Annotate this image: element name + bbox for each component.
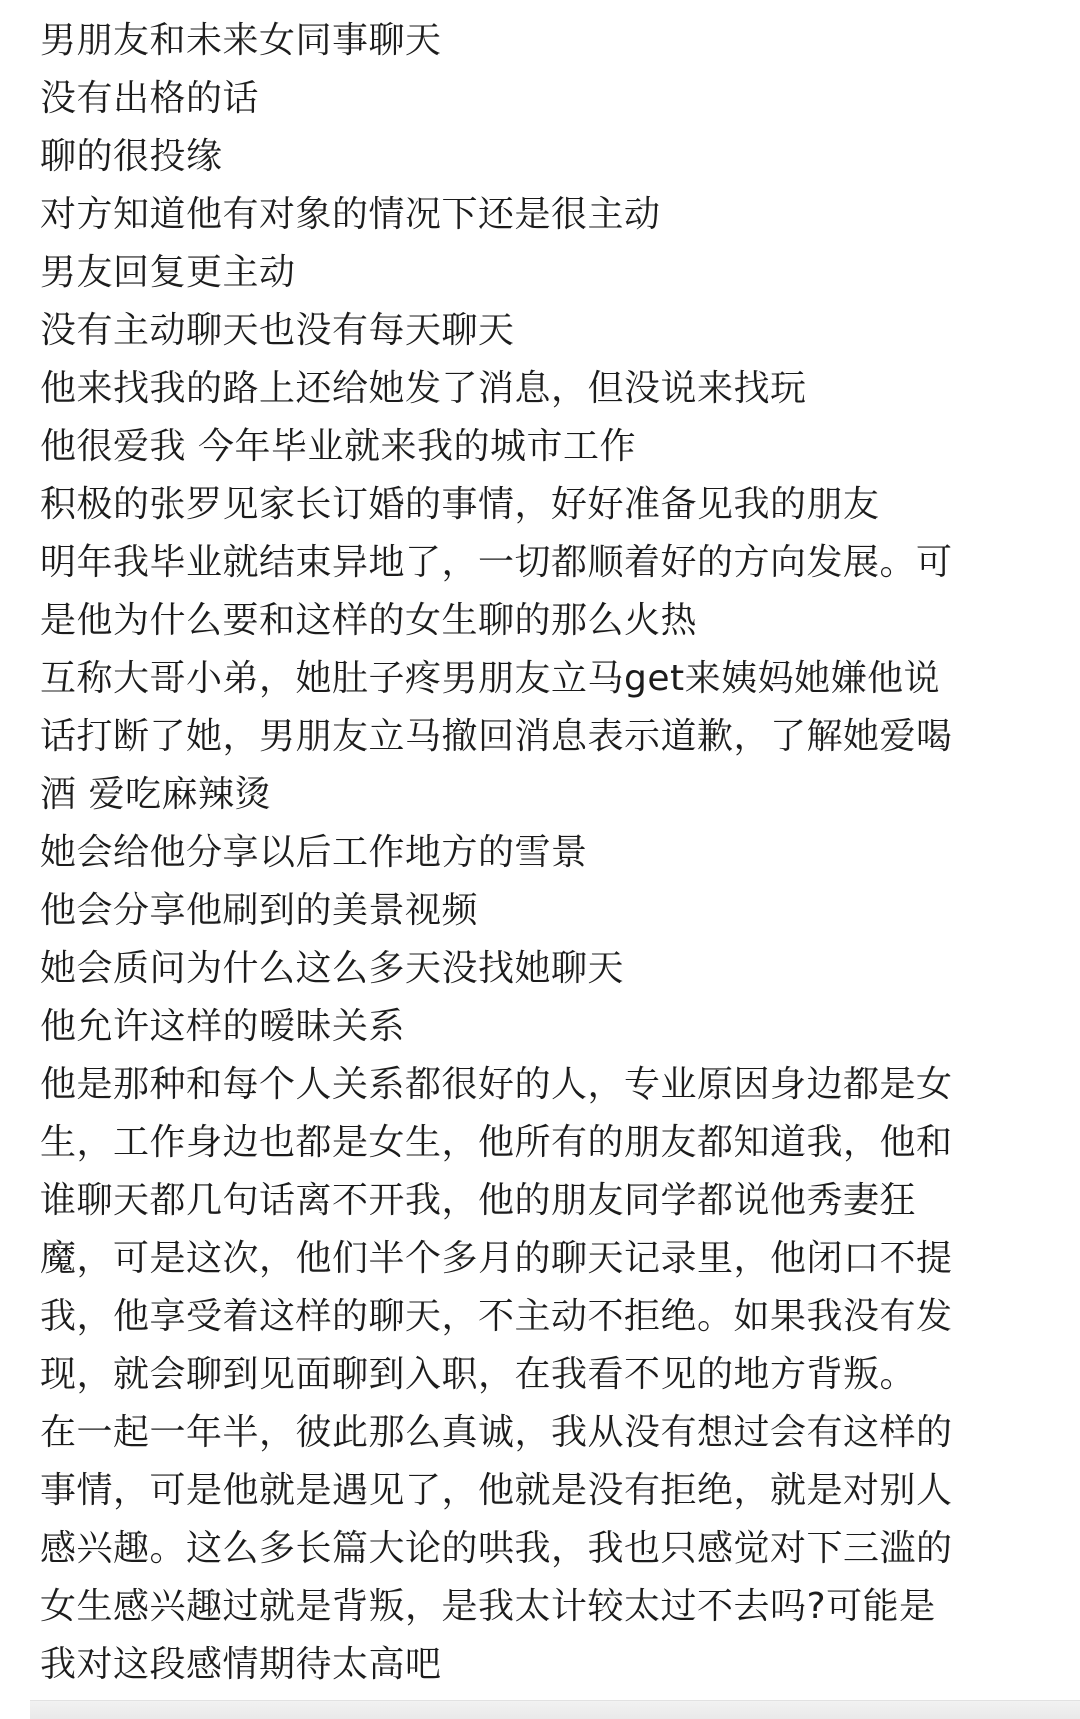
post-line: 女生感兴趣过就是背叛，是我太计较太过不去吗?可能是 [40,1586,936,1627]
post-line: 没有主动聊天也没有每天聊天 [40,310,515,351]
post-line: 他会分享他刷到的美景视频 [40,890,479,931]
post-line: 酒 爱吃麻辣烫 [40,774,271,815]
post-line: 她会质问为什么这么多天没找她聊天 [40,948,625,989]
post-line: 生，工作身边也都是女生，他所有的朋友都知道我，他和 [40,1122,953,1163]
post-line: 对方知道他有对象的情况下还是很主动 [40,194,661,235]
post-line: 他来找我的路上还给她发了消息，但没说来找玩 [40,368,807,409]
post-line: 男朋友和未来女同事聊天 [40,20,442,61]
post-line: 男友回复更主动 [40,252,296,293]
post-line: 在一起一年半，彼此那么真诚，我从没有想过会有这样的 [40,1412,953,1453]
post-line: 积极的张罗见家长订婚的事情，好好准备见我的朋友 [40,484,880,525]
post-line: 她会给他分享以后工作地方的雪景 [40,832,588,873]
post-line: 我，他享受着这样的聊天，不主动不拒绝。如果我没有发 [40,1296,953,1337]
post-line: 事情，可是他就是遇见了，他就是没有拒绝，就是对别人 [40,1470,953,1511]
post-line: 谁聊天都几句话离不开我，他的朋友同学都说他秀妻狂 [40,1180,917,1221]
post-line: 感兴趣。这么多长篇大论的哄我，我也只感觉对下三滥的 [40,1528,953,1569]
post-line: 互称大哥小弟，她肚子疼男朋友立马get来姨妈她嫌他说 [40,658,941,699]
post-line: 没有出格的话 [40,78,260,119]
post-line: 聊的很投缘 [40,136,223,177]
post-line: 他很爱我 今年毕业就来我的城市工作 [40,426,636,467]
post-line: 他是那种和每个人关系都很好的人，专业原因身边都是女 [40,1064,953,1105]
post-line: 话打断了她，男朋友立马撤回消息表示道歉，了解她爱喝 [40,716,953,757]
post-line: 我对这段感情期待太高吧 [40,1644,442,1685]
post-line: 是他为什么要和这样的女生聊的那么火热 [40,600,698,641]
post-line: 魔，可是这次，他们半个多月的聊天记录里，他闭口不提 [40,1238,953,1279]
post-line: 现，就会聊到见面聊到入职，在我看不见的地方背叛。 [40,1354,917,1395]
post-line: 明年我毕业就结束异地了，一切都顺着好的方向发展。可 [40,542,953,583]
post-line: 他允许这样的暧昧关系 [40,1006,406,1047]
post-body [40,12,1050,1694]
bottom-divider-bar [30,1700,1080,1719]
